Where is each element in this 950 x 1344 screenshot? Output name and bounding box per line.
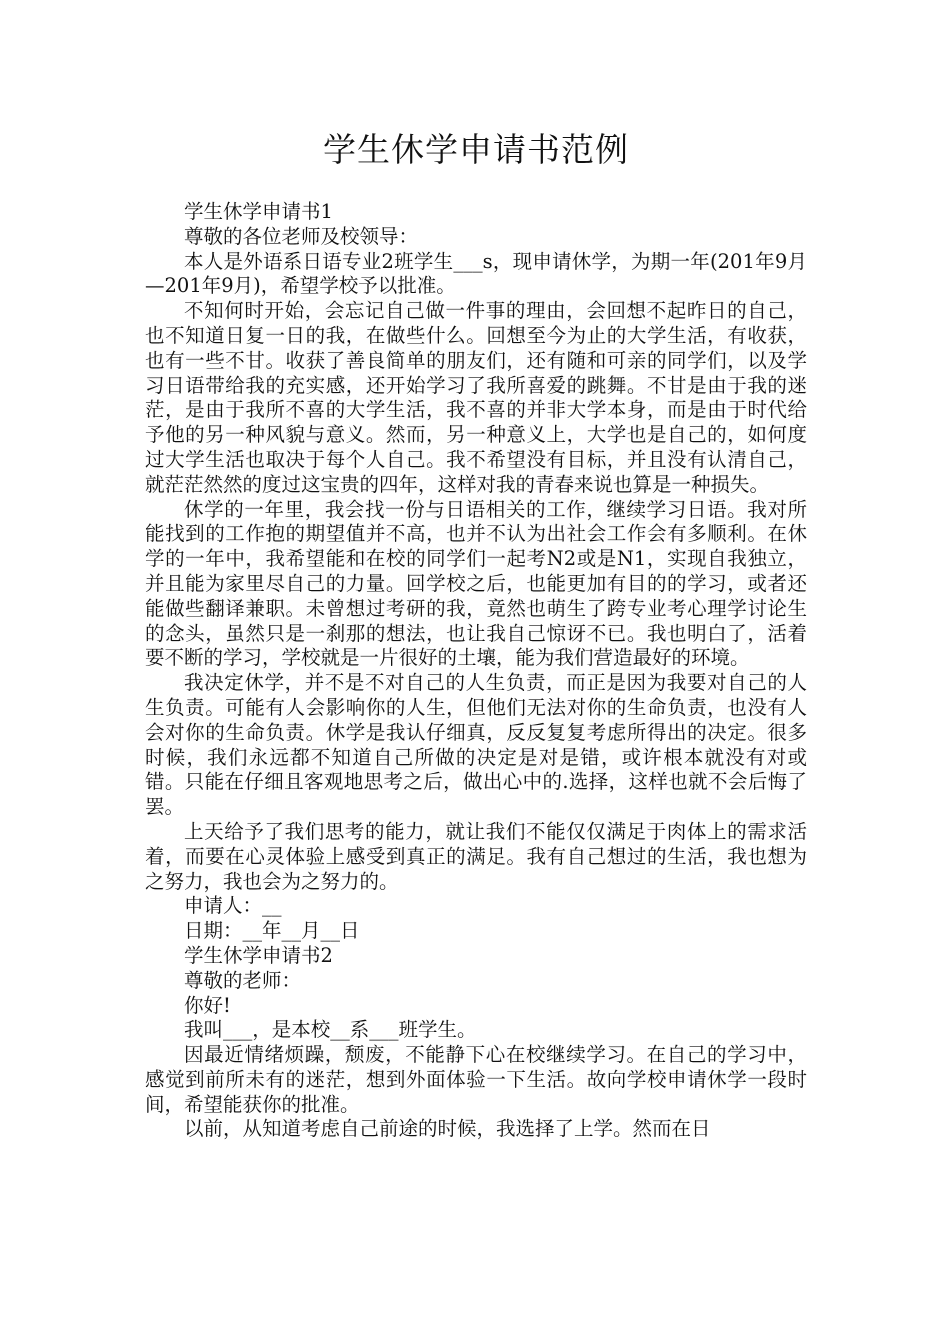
salutation-2: 尊敬的老师： — [184, 968, 302, 992]
paragraph-intro: 本人是外语系日语专业2班学生___s，现申请休学，为期一年(201年9月—201年9月)，希望学校予以批准。 — [145, 249, 807, 298]
self-introduction: 我叫___，是本校__系___班学生。 — [184, 1018, 477, 1042]
paragraph-plan: 休学的一年里，我会找一份与日语相关的工作，继续学习日语。我对所能找到的工作抱的期望值并不高，也并不认为出社会工作会有多顺利。在休学的一年中，我希望能和在校的同学们一起考N2或是N1，实现自我独立，并且能为家里尽自己的力量。回学校之后，也能更加有目的的学习，或者还能做些翻译兼职。未曾想过考研的我，竟然也萌生了跨专业考心理学讨论生的念头，虽然只是一刹那的想法，也让我自己惊讶不已。我也明白了，活着要不断的学习，学校就是一片很好的土壤，能为我们营造最好的环境。 — [145, 497, 807, 670]
paragraph-reflection: 不知何时开始，会忘记自己做一件事的理由，会回想不起昨日的自己，也不知道日复一日的我，在做些什么。回想至今为止的大学生活，有收获，也有一些不甘。收获了善良简单的朋友们，还有随和可亲的同学们，以及学习日语带给我的充实感，还开始学习了我所喜爱的跳舞。不甘是由于我的迷茫，是由于我所不喜的大学生活，我不喜的并非大学本身，而是由于时代给予他的另一种风貌与意义。然而，另一种意义上，大学也是自己的，如何度过大学生活也取决于每个人自己。我不希望没有目标，并且没有认清自己，就茫茫然然的度过这宝贵的四年，这样对我的青春来说也算是一种损失。 — [145, 299, 807, 496]
paragraph-closing: 上天给予了我们思考的能力，就让我们不能仅仅满足于肉体上的需求活着，而要在心灵体验上感受到真正的满足。我有自己想过的生活，我也想为之努力，我也会为之努力的。 — [145, 819, 807, 893]
salutation-1: 尊敬的各位老师及校领导： — [184, 224, 419, 248]
document-title: 学生休学申请书范例 — [323, 130, 629, 169]
greeting: 你好! — [184, 993, 231, 1017]
document-body — [145, 200, 807, 1142]
date-line: 日期：__年__月__日 — [184, 919, 360, 943]
paragraph-decision: 我决定休学，并不是不对自己的人生负责，而正是因为我要对自己的人生负责。可能有人会影响你的人生，但他们无法对你的生命负责，也没有人会对你的生命负责。休学是我认仔细真，反反复复考虑所得出的决定。很多时候，我们永远都不知道自己所做的决定是对是错，或许根本就没有对或错。只能在仔细且客观地思考之后，做出心中的.选择，这样也就不会后悔了罢。 — [145, 671, 807, 819]
heading-application-1: 学生休学申请书1 — [184, 200, 333, 223]
heading-application-2: 学生休学申请书2 — [184, 943, 333, 967]
paragraph-reason: 因最近情绪烦躁，颓废，不能静下心在校继续学习。在自己的学习中，感觉到前所未有的迷茫，想到外面体验一下生活。故向学校申请休学一段时间，希望能获你的批准。 — [145, 1043, 807, 1116]
paragraph-background: 以前，从知道考虑自己前途的时候，我选择了上学。然而在日 — [184, 1117, 711, 1141]
applicant-line: 申请人：__ — [184, 894, 282, 918]
